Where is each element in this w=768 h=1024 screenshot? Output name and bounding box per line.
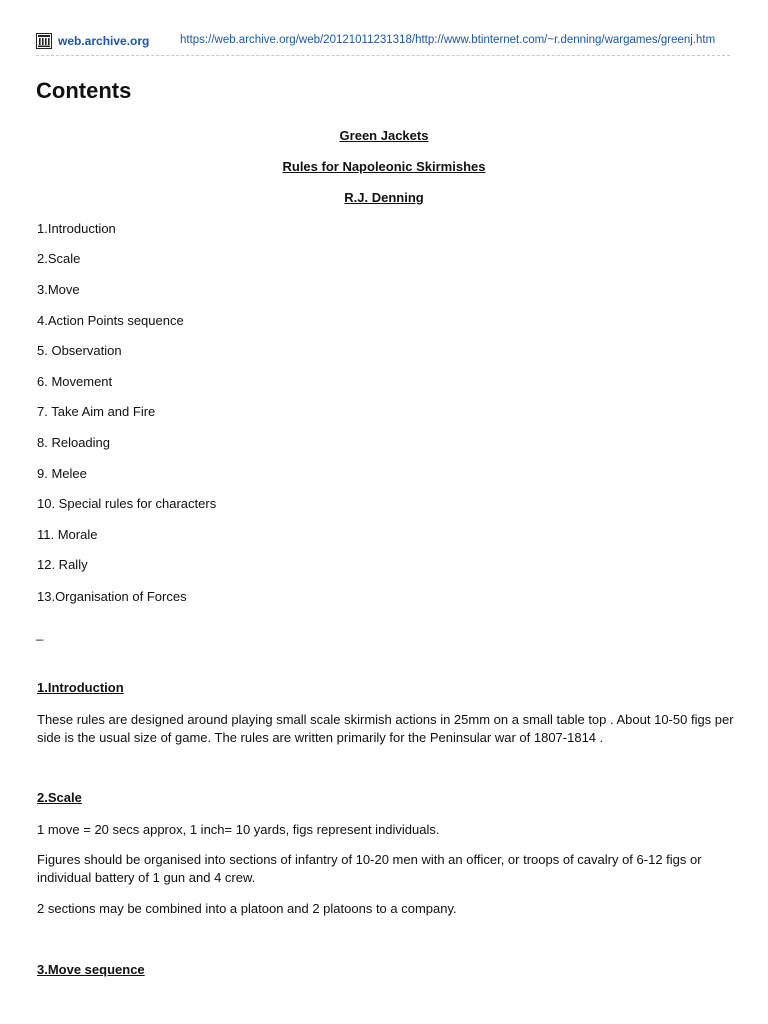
toc-item[interactable]: 4.Action Points sequence xyxy=(37,313,184,328)
archived-url-link[interactable]: https://web.archive.org/web/20121011231318/http://www.btinternet.com/~r.denning/wargames/greenj.htm xyxy=(180,34,716,46)
toc-item[interactable]: 6. Movement xyxy=(37,374,113,389)
doc-title[interactable]: Green Jackets xyxy=(339,128,429,143)
paragraph: Figures should be organised into sections of infantry of 10-20 men with an officer, or troops of cavalry of 6-12 figs or individual battery of 1 gun and 4 crew. xyxy=(37,852,702,885)
doc-subtitle[interactable]: Rules for Napoleonic Skirmishes xyxy=(282,159,486,174)
archive-header xyxy=(36,33,730,56)
toc-item[interactable]: 11. Morale xyxy=(37,527,98,542)
toc-item[interactable]: 1.Introduction xyxy=(37,221,116,236)
toc-item[interactable]: 2.Scale xyxy=(37,251,81,266)
page-title: Contents xyxy=(36,78,132,103)
toc-item[interactable]: 13.Organisation of Forces xyxy=(37,589,187,604)
separator-dash: _ xyxy=(36,626,44,641)
toc-item[interactable]: 3.Move xyxy=(37,282,80,297)
toc-item[interactable]: 5. Observation xyxy=(37,343,122,358)
section-heading-move-sequence: 3.Move sequence xyxy=(37,962,145,977)
paragraph: 2 sections may be combined into a platoon and 2 platoons to a company. xyxy=(37,901,457,916)
archive-site-link[interactable]: web.archive.org xyxy=(58,34,150,48)
paragraph: These rules are designed around playing small scale skirmish actions in 25mm on a small table top . About 10-50 figs per side is the usual size of game. The rules are written primarily for the Peninsular war of 1807-1814 . xyxy=(37,712,734,745)
toc-item[interactable]: 12. Rally xyxy=(37,557,88,572)
paragraph: 1 move = 20 secs approx, 1 inch= 10 yards, figs represent individuals. xyxy=(37,822,440,837)
doc-author[interactable]: R.J. Denning xyxy=(344,190,424,205)
toc-item[interactable]: 9. Melee xyxy=(37,466,87,481)
section-heading-introduction: 1.Introduction xyxy=(37,680,124,695)
toc-item[interactable]: 8. Reloading xyxy=(37,435,110,450)
archive-building-icon[interactable] xyxy=(36,33,52,49)
toc-item[interactable]: 7. Take Aim and Fire xyxy=(37,404,156,419)
toc-item[interactable]: 10. Special rules for characters xyxy=(37,496,217,511)
section-heading-scale: 2.Scale xyxy=(37,790,82,805)
